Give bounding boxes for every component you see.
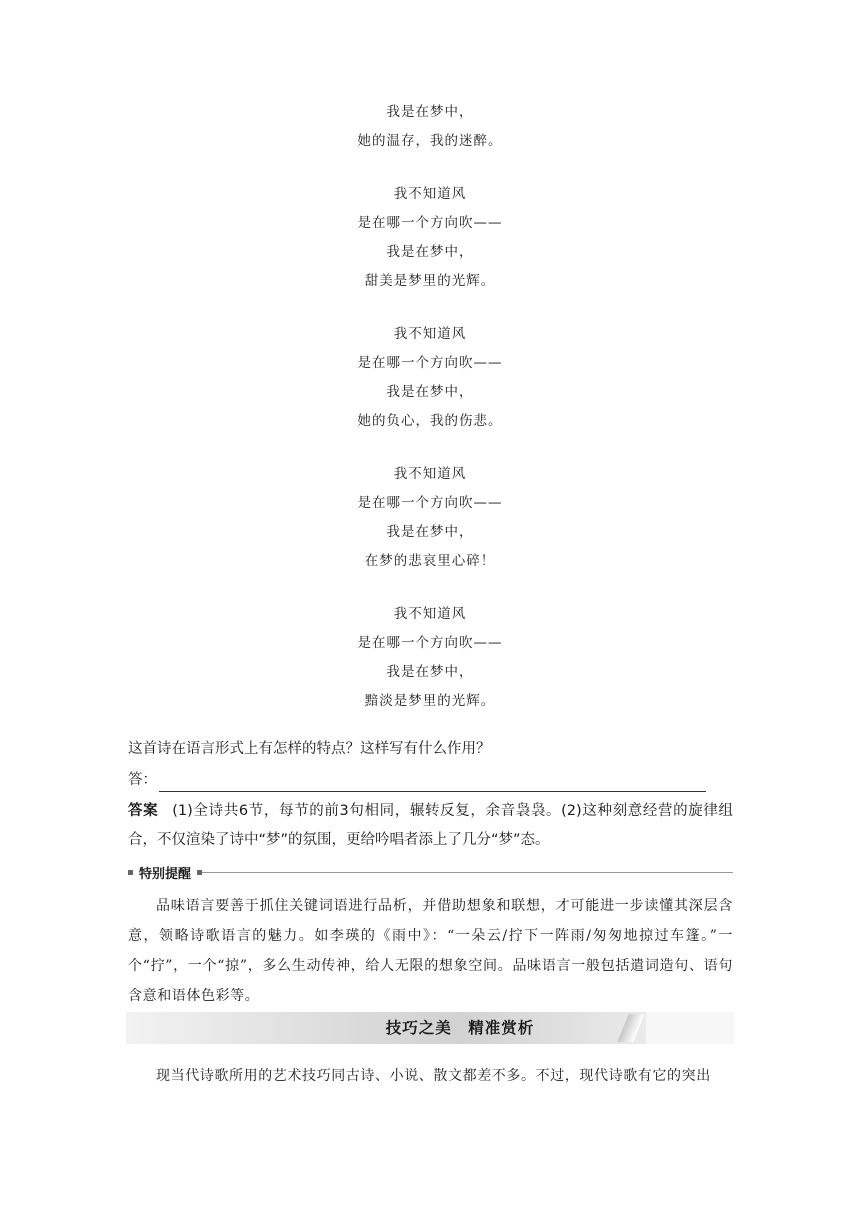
poem-line: 是在哪一个方向吹——	[357, 495, 503, 511]
section-title: 技巧之美 精准赏析	[385, 1019, 535, 1037]
tip-label: 特别提醒	[139, 866, 192, 882]
poem-stanza	[0, 460, 860, 576]
answer-paragraph	[128, 797, 733, 855]
poem-line: 她的负心，我的伤悲。	[357, 413, 503, 429]
question: 这首诗在语言形式上有怎样的特点？这样写有什么作用？	[128, 741, 491, 757]
poem-line: 我是在梦中，	[386, 384, 474, 400]
tip-header	[128, 862, 733, 882]
poem-line: 我不知道风	[393, 186, 467, 202]
poem-line: 甜美是梦里的光辉。	[364, 273, 496, 289]
intro-paragraph: 现当代诗歌所用的艺术技巧同古诗、小说、散文都差不多。不过，现代诗歌有它的突出	[156, 1068, 711, 1084]
poem-line: 黯淡是梦里的光辉。	[364, 693, 496, 709]
poem-line: 是在哪一个方向吹——	[357, 635, 503, 651]
poem-line: 她的温存，我的迷醉。	[357, 133, 503, 149]
poem-line: 我不知道风	[393, 466, 467, 482]
answer-tag: 答案	[128, 803, 159, 819]
square-bullet-icon	[128, 870, 133, 875]
poem-line: 是在哪一个方向吹——	[357, 355, 503, 371]
poem	[0, 98, 860, 740]
poem-stanza	[0, 600, 860, 716]
poem-line: 是在哪一个方向吹——	[357, 215, 503, 231]
poem-line: 我是在梦中，	[386, 664, 474, 680]
answer-underline	[159, 774, 706, 792]
answer-text: (1)全诗共6节，每节的前3句相同，辗转反复，余音袅袅。(2)这种刻意经营的旋律组合，不仅渲染了诗中“梦”的氛围，更给吟唱者添上了几分“梦”态。	[128, 803, 733, 848]
poem-stanza	[0, 180, 860, 296]
poem-line: 我不知道风	[393, 326, 467, 342]
poem-stanza	[0, 98, 860, 156]
poem-line: 在梦的悲哀里心碎！	[364, 553, 496, 569]
tip-body: 品味语言要善于抓住关键词语进行品析，并借助想象和联想，才可能进一步读懂其深层含意，领略诗歌语言的魅力。如李瑛的《雨中》：“一朵云/拧下一阵雨/匆匆地掠过车篷。”一个“拧”，一个“掠”，多么生动传神，给人无限的想象空间。品味语言一般包括遣词造句、语句含意和语体色彩等。	[128, 898, 733, 1004]
answer-blank-line	[128, 768, 733, 792]
tip-divider	[202, 872, 733, 873]
poem-line: 我不知道风	[393, 606, 467, 622]
poem-line: 我是在梦中，	[386, 524, 474, 540]
answer-prompt: 答：	[128, 772, 157, 788]
poem-stanza	[0, 320, 860, 436]
poem-line: 我是在梦中，	[386, 104, 474, 120]
section-banner	[126, 1012, 734, 1044]
poem-line: 我是在梦中，	[386, 244, 474, 260]
